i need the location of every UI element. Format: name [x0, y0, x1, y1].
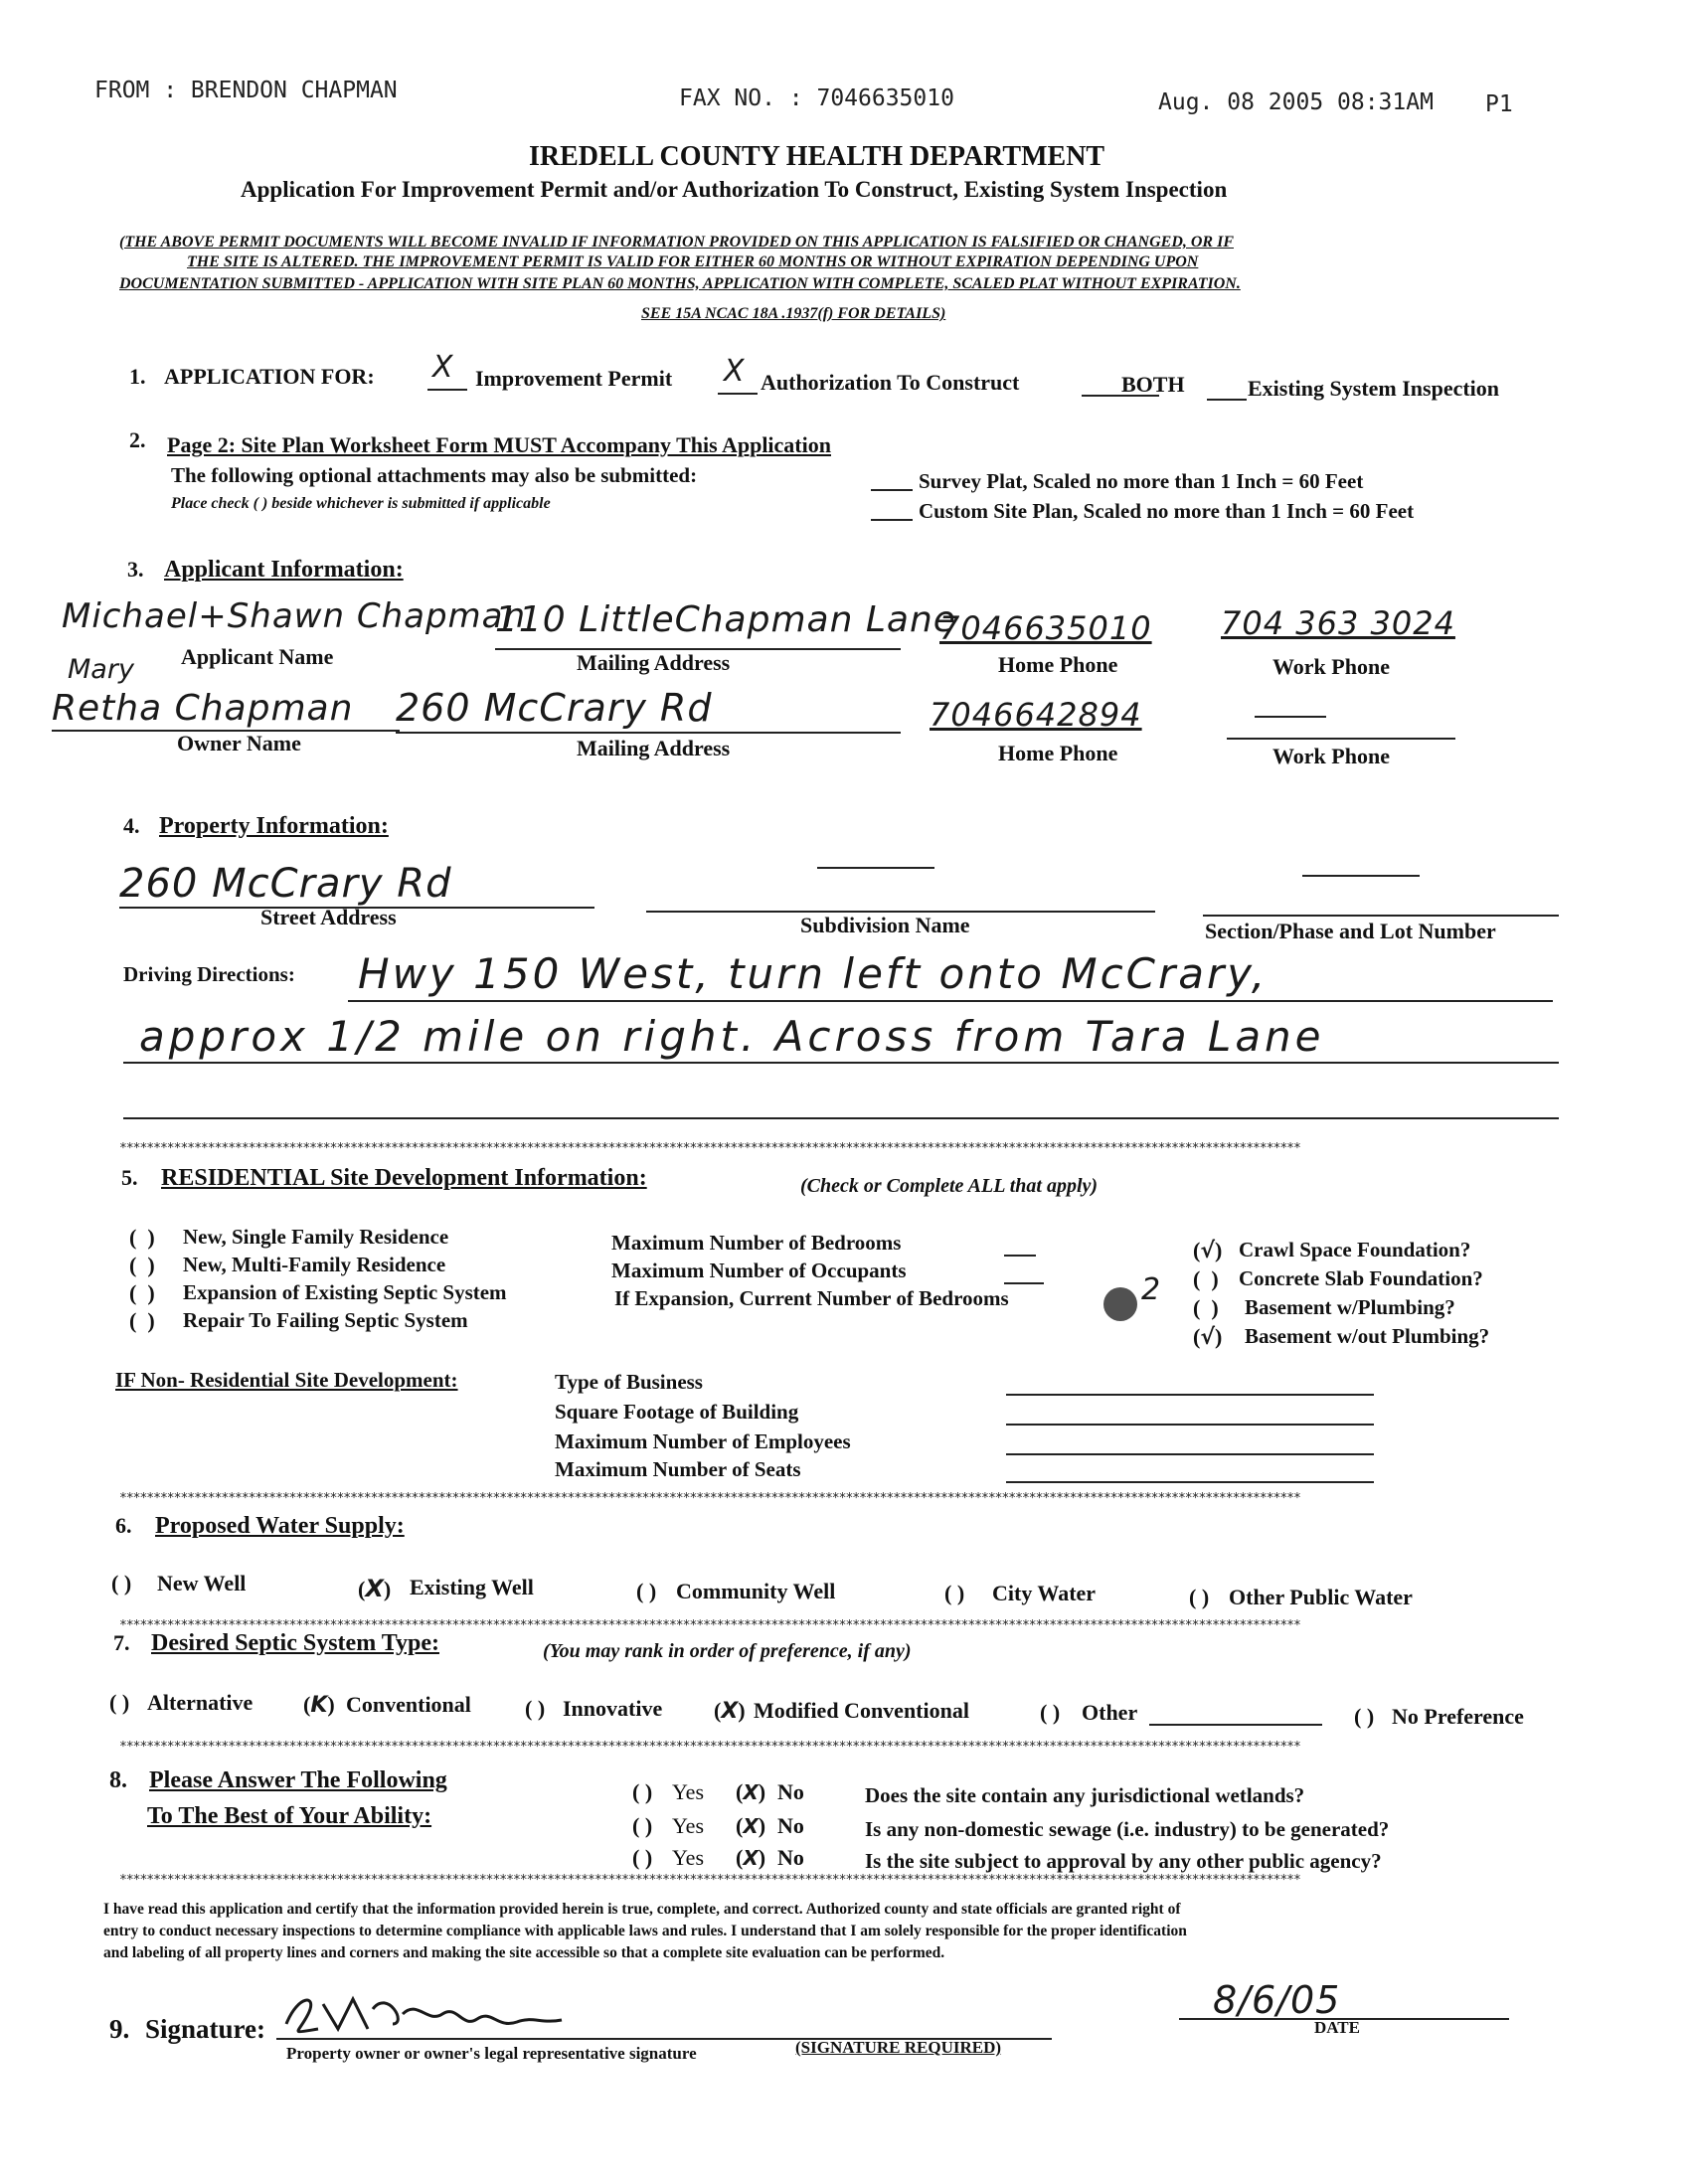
scribble-mark: [1103, 1287, 1137, 1321]
concrete-slab-checkbox[interactable]: ( ): [1193, 1266, 1219, 1291]
current-bedrooms-value[interactable]: 2: [1141, 1272, 1161, 1307]
q2-no-label: No: [777, 1813, 804, 1838]
applicant-home-phone-label: Home Phone: [998, 652, 1118, 677]
single-family-label: New, Single Family Residence: [183, 1225, 449, 1249]
applicant-address-value[interactable]: 110 LittleChapman Lane: [495, 599, 956, 640]
separator: ******************************************************************************************************************************************************************************: [119, 1491, 1300, 1506]
certification-line-1: I have read this application and certify that the information provided herein is true, complete, and correct. Authorized county and state officials are granted right of: [103, 1901, 1181, 1918]
applicant-home-phone-value[interactable]: 7046635010: [939, 609, 1152, 647]
section-3-number: 3.: [127, 557, 144, 582]
driving-directions-line-1[interactable]: Hwy 150 West, turn left onto McCrary,: [358, 949, 1269, 998]
modified-conventional-checkbox[interactable]: (X): [714, 1698, 746, 1724]
owner-name-label: Owner Name: [177, 731, 301, 756]
date-label: DATE: [1314, 2018, 1360, 2037]
improvement-permit-label: Improvement Permit: [475, 366, 673, 391]
disclaimer-line-1: (THE ABOVE PERMIT DOCUMENTS WILL BECOME INVALID IF INFORMATION PROVIDED ON THIS APPLICATION IS FALSIFIED OR CHANGED, OR IF: [119, 234, 1234, 251]
other-septic-label: Other: [1082, 1700, 1138, 1725]
max-seats-label: Maximum Number of Seats: [555, 1457, 801, 1481]
section-1-label: APPLICATION FOR:: [164, 364, 375, 389]
q2-yes-checkbox[interactable]: ( ): [632, 1813, 653, 1838]
signature-required: (SIGNATURE REQUIRED): [795, 2038, 1002, 2057]
section-9-number: 9.: [109, 2014, 130, 2044]
survey-plat-option[interactable]: Survey Plat, Scaled no more than 1 Inch = 60 Feet: [919, 469, 1364, 493]
existing-system-label: Existing System Inspection: [1248, 376, 1500, 401]
modified-conventional-label: Modified Conventional: [754, 1698, 969, 1723]
disclaimer-line-2: THE SITE IS ALTERED. THE IMPROVEMENT PERMIT IS VALID FOR EITHER 60 MONTHS OR WITHOUT EXPIRATION DEPENDING UPON: [187, 253, 1199, 270]
owner-address-value[interactable]: 260 McCrary Rd: [396, 686, 713, 730]
basement-no-plumbing-checkbox[interactable]: (√): [1193, 1324, 1223, 1350]
q3-no-label: No: [777, 1845, 804, 1870]
q3-yes-checkbox[interactable]: ( ): [632, 1845, 653, 1870]
applicant-name-value[interactable]: Michael+Shawn Chapman: [62, 596, 527, 636]
fax-number: FAX NO. : 7046635010: [679, 85, 954, 111]
square-footage-label: Square Footage of Building: [555, 1400, 799, 1424]
crawl-space-label: Crawl Space Foundation?: [1239, 1238, 1471, 1261]
q1-no-checkbox[interactable]: (X): [736, 1779, 766, 1804]
owner-work-phone-label: Work Phone: [1272, 744, 1390, 768]
page-title: IREDELL COUNTY HEALTH DEPARTMENT: [529, 141, 1105, 172]
existing-well-label: Existing Well: [410, 1575, 534, 1599]
section-1-number: 1.: [129, 364, 146, 389]
driving-directions-line-2[interactable]: approx 1/2 mile on right. Across from Tara Lane: [139, 1012, 1325, 1061]
street-address-label: Street Address: [260, 905, 397, 929]
other-public-water-label: Other Public Water: [1229, 1585, 1413, 1609]
separator: ******************************************************************************************************************************************************************************: [119, 1873, 1300, 1888]
page-subtitle: Application For Improvement Permit and/or Authorization To Construct, Existing System Inspection: [241, 177, 1228, 202]
repair-label: Repair To Failing Septic System: [183, 1308, 468, 1332]
property-info-heading: Property Information:: [159, 813, 389, 839]
separator: ******************************************************************************************************************************************************************************: [119, 1740, 1300, 1755]
street-address-value[interactable]: 260 McCrary Rd: [119, 861, 452, 907]
q1-yes-checkbox[interactable]: ( ): [632, 1779, 653, 1804]
innovative-label: Innovative: [563, 1696, 663, 1721]
fax-from: FROM : BRENDON CHAPMAN: [94, 78, 398, 103]
multi-family-label: New, Multi-Family Residence: [183, 1253, 446, 1276]
q1-yes-label: Yes: [672, 1779, 705, 1804]
applicant-work-phone-label: Work Phone: [1272, 654, 1390, 679]
type-of-business-label: Type of Business: [555, 1370, 703, 1394]
certification-line-3: and labeling of all property lines and corners and making the site accessible so that a complete site evaluation can be performed.: [103, 1944, 945, 1961]
septic-type-heading: Desired Septic System Type:: [151, 1630, 439, 1656]
community-well-label: Community Well: [676, 1579, 836, 1603]
septic-type-note: (You may rank in order of preference, if any): [543, 1640, 912, 1662]
signature-caption: Property owner or owner's legal representative signature: [286, 2044, 697, 2063]
site-plan-heading: Page 2: Site Plan Worksheet Form MUST Accompany This Application: [167, 432, 831, 457]
existing-well-checkbox[interactable]: (X): [358, 1575, 392, 1602]
separator: ******************************************************************************************************************************************************************************: [119, 1141, 1300, 1156]
single-family-checkbox[interactable]: ( ): [129, 1225, 155, 1250]
owner-home-phone-label: Home Phone: [998, 741, 1118, 765]
q1-question: Does the site contain any jurisdictional wetlands?: [865, 1783, 1305, 1807]
owner-name-value-line-2[interactable]: Retha Chapman: [52, 688, 354, 729]
section-7-number: 7.: [113, 1630, 130, 1655]
questions-heading-line-2: To The Best of Your Ability:: [147, 1803, 432, 1829]
community-well-checkbox[interactable]: ( ): [636, 1579, 657, 1603]
section-4-number: 4.: [123, 813, 140, 838]
residential-heading: RESIDENTIAL Site Development Information:: [161, 1165, 647, 1191]
no-preference-label: No Preference: [1392, 1704, 1524, 1729]
section-8-number: 8.: [109, 1767, 127, 1793]
fax-datetime: Aug. 08 2005 08:31AM: [1158, 89, 1434, 115]
section-lot-label: Section/Phase and Lot Number: [1205, 919, 1496, 943]
max-occupants-label: Maximum Number of Occupants: [611, 1259, 907, 1282]
no-preference-checkbox[interactable]: ( ): [1354, 1704, 1375, 1729]
new-well-label: New Well: [157, 1571, 247, 1596]
custom-site-plan-option[interactable]: Custom Site Plan, Scaled no more than 1 Inch = 60 Feet: [919, 499, 1415, 523]
questions-heading-line-1: Please Answer The Following: [149, 1767, 447, 1793]
max-employees-label: Maximum Number of Employees: [555, 1429, 851, 1453]
max-bedrooms-label: Maximum Number of Bedrooms: [611, 1231, 902, 1255]
crawl-space-checkbox[interactable]: (√): [1193, 1238, 1223, 1263]
expansion-checkbox[interactable]: ( ): [129, 1280, 155, 1305]
signature-label: Signature:: [145, 2014, 266, 2044]
attachments-check-note: Place check ( ) beside whichever is submitted if applicable: [171, 495, 551, 512]
disclaimer-line-3: DOCUMENTATION SUBMITTED - APPLICATION WITH SITE PLAN 60 MONTHS, APPLICATION WITH COMPLETE, SCALED PLAT WITHOUT EXPIRATION.: [119, 275, 1241, 292]
expansion-label: Expansion of Existing Septic System: [183, 1280, 507, 1304]
applicant-info-heading: Applicant Information:: [164, 557, 404, 583]
owner-name-value-line-1[interactable]: Mary: [68, 654, 134, 685]
conventional-label: Conventional: [346, 1692, 471, 1717]
certification-line-2: entry to conduct necessary inspections to determine compliance with applicable laws and rules. I understand that I am solely responsible for the proper identification: [103, 1923, 1187, 1939]
owner-mailing-label: Mailing Address: [577, 736, 731, 760]
q1-no-label: No: [777, 1779, 804, 1804]
multi-family-checkbox[interactable]: ( ): [129, 1253, 155, 1277]
new-well-checkbox[interactable]: ( ): [111, 1571, 132, 1596]
q2-no-checkbox[interactable]: (X): [736, 1813, 766, 1838]
applicant-mailing-label: Mailing Address: [577, 650, 731, 675]
improvement-permit-mark[interactable]: X: [432, 350, 454, 385]
alternative-checkbox[interactable]: ( ): [109, 1690, 130, 1715]
q3-yes-label: Yes: [672, 1845, 705, 1870]
basement-no-plumbing-label: Basement w/out Plumbing?: [1245, 1324, 1490, 1348]
section-5-number: 5.: [121, 1165, 138, 1190]
basement-plumbing-label: Basement w/Plumbing?: [1245, 1295, 1455, 1319]
concrete-slab-label: Concrete Slab Foundation?: [1239, 1266, 1483, 1290]
disclaimer-line-4: SEE 15A NCAC 18A .1937(f) FOR DETAILS): [641, 305, 946, 322]
q2-yes-label: Yes: [672, 1813, 705, 1838]
other-septic-checkbox[interactable]: ( ): [1040, 1700, 1061, 1725]
authorization-mark[interactable]: X: [724, 354, 746, 389]
section-2-number: 2.: [129, 427, 146, 452]
separator: ******************************************************************************************************************************************************************************: [119, 1618, 1300, 1633]
fax-page: P1: [1485, 91, 1513, 117]
signature-image[interactable]: [278, 1984, 567, 2044]
applicant-work-phone-value[interactable]: 704 363 3024: [1221, 604, 1455, 642]
q3-question: Is the site subject to approval by any other public agency?: [865, 1849, 1382, 1873]
other-public-water-checkbox[interactable]: ( ): [1189, 1585, 1210, 1609]
conventional-checkbox[interactable]: (K): [303, 1692, 335, 1718]
innovative-checkbox[interactable]: ( ): [525, 1696, 546, 1721]
city-water-checkbox[interactable]: ( ): [944, 1581, 965, 1605]
basement-plumbing-checkbox[interactable]: ( ): [1193, 1295, 1219, 1320]
city-water-label: City Water: [992, 1581, 1097, 1605]
both-label: BOTH: [1121, 372, 1185, 397]
water-supply-heading: Proposed Water Supply:: [155, 1513, 405, 1539]
non-residential-heading: IF Non- Residential Site Development:: [115, 1368, 458, 1392]
driving-directions-label: Driving Directions:: [123, 962, 295, 986]
attachments-note: The following optional attachments may also be submitted:: [171, 463, 698, 487]
current-bedrooms-label: If Expansion, Current Number of Bedrooms: [614, 1286, 1009, 1310]
residential-note: (Check or Complete ALL that apply): [800, 1175, 1099, 1197]
section-6-number: 6.: [115, 1513, 132, 1538]
repair-checkbox[interactable]: ( ): [129, 1308, 155, 1333]
authorization-label: Authorization To Construct: [761, 370, 1020, 395]
subdivision-label: Subdivision Name: [800, 913, 970, 937]
alternative-label: Alternative: [147, 1690, 254, 1715]
date-value[interactable]: 8/6/05: [1213, 1978, 1341, 2022]
q2-question: Is any non-domestic sewage (i.e. industry) to be generated?: [865, 1817, 1390, 1841]
applicant-name-label: Applicant Name: [181, 644, 334, 669]
q3-no-checkbox[interactable]: (X): [736, 1845, 766, 1870]
owner-home-phone-value[interactable]: 7046642894: [930, 696, 1142, 734]
